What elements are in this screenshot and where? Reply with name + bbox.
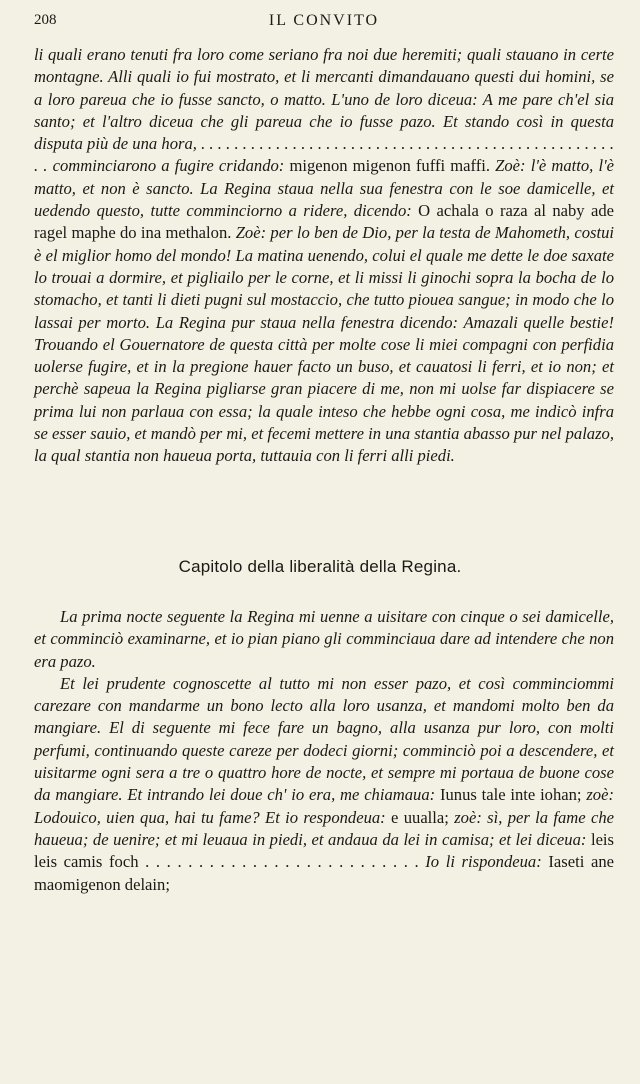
text-segment: Io li rispondeua: <box>425 852 549 872</box>
text-segment: zoè: Lodouico, uien qua, hai tu fame? Et io respondeua: <box>34 785 614 827</box>
text-segment: Iunus tale inte iohan; <box>439 785 587 805</box>
text-segment: li quali erano tenuti fra loro come seriano fra noi due heremiti; quali stauano in certe montagne. Alli quali io fui mostrato, et li mercanti dimandauano questi dui homini, se a loro pareua che io fusse sancto, o matto. L'uno de loro diceua: A me pare ch'el sia santo; et l'altro diceua che gli pareua che io fusse pazo. Et stando così in questa disputa più de una hora, . . . . . . . . . . . . . . . . . . . . . . . . . . . . . . . . . . . . . . . . . . . . . . . . . . . . comminciarono a fugire cridando: <box>34 45 614 176</box>
text-segment: leis leis camis foch . . . . . . . . . . . . . . . . . . . . . . . . . . <box>34 829 614 872</box>
text-segment: migenon migenon fuffi maffi. <box>289 156 496 176</box>
continued-text-block <box>34 44 614 468</box>
running-title: IL CONVITO <box>268 12 380 29</box>
text-segment: La prima nocte seguente la Regina mi uenne a uisitare con cinque o sei damicelle, et comminciò examinarne, et io pian piano gli comminciaua dare ad intendere che non era pazo. <box>34 607 614 671</box>
paragraph <box>34 606 614 673</box>
page-header <box>34 12 614 34</box>
text-segment: e uualla; <box>391 807 455 827</box>
text-segment: Et lei prudente cognoscette al tutto mi non esser pazo, et così comminciommi carezare con mandarme un bono lecto alla loro usanza, et mandomi molto ben da mangiare. El di seguente mi fece fare un bagno, alla usanza pur loro, con molti perfumi, continuando queste careze per dodeci giorni; comminciò poi a descendere, et uisitarme ogni sera a tre o quattro hore de nocte, et sempre mi portaua de buone cose da mangiare. Et intrando lei doue ch' io era, me chiamaua: <box>34 673 614 805</box>
paragraph <box>34 44 614 468</box>
text-segment: O achala o raza al naby ade ragel maphe do ina methalon. <box>34 201 615 243</box>
text-segment: zoè: sì, per la fame che haueua; de uenire; et mi leuaua in piedi, et andaua da lei in camisa; et lei diceua: <box>34 807 614 849</box>
text-segment: Iaseti ane maomigenon delain; <box>34 852 614 894</box>
chapter-text-block <box>34 606 614 896</box>
page-number: 208 <box>34 12 57 28</box>
paragraph <box>34 673 614 896</box>
text-segment: Zoè: l'è matto, l'è matto, et non è sancto. La Regina staua nella sua fenestra con le soe damicelle, et uedendo questo, tutte comminciorno a ridere, dicendo: <box>34 156 614 221</box>
chapter-title: Capitolo della liberalità della Regina. <box>178 557 462 576</box>
text-segment: Zoè: per lo ben de Dio, per la testa de Mahometh, costui è el miglior homo del mondo! La matina uenendo, colui el quale me dette le doe saxate lo trouai a dormire, et pigliailo per le corne, et li missi li ginochi sopra la bocha de lo stomacho, et tanti li dieti pugni sul mostaccio, che tutto pioueа sangue; in modo che lo lassai per morto. La Regina pur staua nella fenestra dicendo: Amazali quelle bestie! Trouando el Gouernatore de questa città per molte cose li miei compagni con perfidia uolerse fugire, et in la pregione hauer facto un buso, et cauatosi li ferri, et io non; et perchè sapeua la Regina pigliarse gran piacere di me, non mi uolse far dispiacere se prima lui non parlaua con essa; la quale inteso che hebbe ogni cosa, me indicò infra se esser sauio, et mandò per mi, et fecemi mettere in una stantia abasso pur nel palazo, la qual stantia non haueua porta, tuttauia con li ferri alli piedi. <box>34 223 614 466</box>
